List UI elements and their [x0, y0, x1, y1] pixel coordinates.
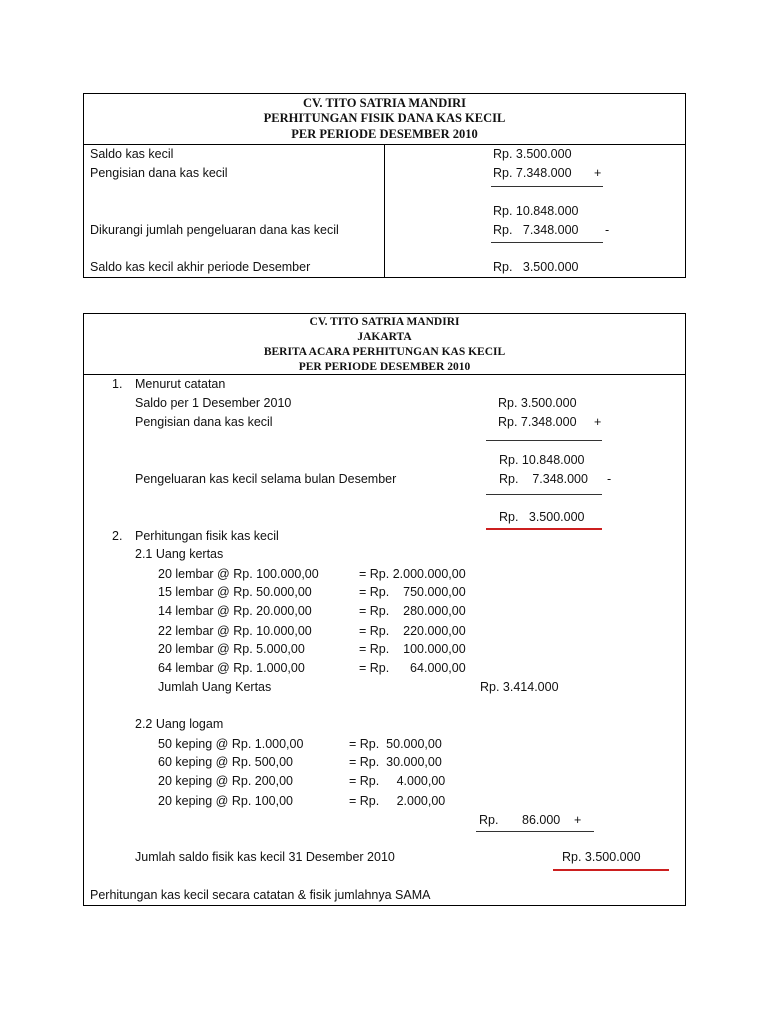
- paper-row-amount: = Rp. 100.000,00: [359, 642, 466, 656]
- coin-row-desc: 20 keping @ Rp. 200,00: [158, 774, 294, 788]
- coin-row-amount: = Rp. 2.000,00: [349, 794, 446, 808]
- table1-row-value: Rp. 10.848.000: [493, 204, 579, 218]
- section1-title: Menurut catatan: [135, 377, 226, 391]
- paper-row-amount: = Rp. 64.000,00: [359, 661, 466, 675]
- grand-total-label: Jumlah saldo fisik kas kecil 31 Desember 2010: [135, 850, 395, 864]
- paper-total-label: Jumlah Uang Kertas: [158, 680, 272, 694]
- section1-number: 1.: [112, 377, 123, 391]
- paper-row-desc: 22 lembar @ Rp. 10.000,00: [158, 624, 312, 638]
- table1-sum-line: [491, 186, 603, 187]
- paper-row-amount: = Rp. 220.000,00: [359, 624, 466, 638]
- paper-row-amount: = Rp. 2.000.000,00: [359, 567, 466, 581]
- coin-row-desc: 60 keping @ Rp. 500,00: [158, 755, 294, 769]
- conclusion-text: Perhitungan kas kecil secara catatan & fisik jumlahnya SAMA: [90, 888, 431, 902]
- coin-row-desc: 50 keping @ Rp. 1.000,00: [158, 737, 304, 751]
- table2-city: JAKARTA: [357, 331, 412, 343]
- section1-row-label: Pengisian dana kas kecil: [135, 415, 273, 429]
- table2-header-divider: [83, 374, 686, 375]
- table1-row-label: Saldo kas kecil akhir periode Desember: [90, 260, 311, 274]
- paper-row-amount: = Rp. 750.000,00: [359, 585, 466, 599]
- table1-row-label: Dikurangi jumlah pengeluaran dana kas kecil: [90, 223, 339, 237]
- section2-number: 2.: [112, 529, 123, 543]
- table2-period: PER PERIODE DESEMBER 2010: [298, 361, 471, 373]
- minus-sign: -: [607, 472, 612, 486]
- coins-total-value: 86.000: [522, 813, 561, 827]
- coins-title: 2.2 Uang logam: [135, 717, 224, 731]
- grand-total-value: Rp. 3.500.000: [562, 850, 641, 864]
- paper-row-desc: 20 lembar @ Rp. 5.000,00: [158, 642, 305, 656]
- minus-sign: -: [605, 223, 610, 237]
- coin-row-amount: = Rp. 50.000,00: [349, 737, 442, 751]
- paper-total-value: Rp. 3.414.000: [480, 680, 559, 694]
- coins-total-prefix: Rp.: [479, 813, 499, 827]
- table1-row-label: Saldo kas kecil: [90, 147, 174, 161]
- table1-column-divider: [384, 144, 385, 278]
- table1-row-value: Rp. 7.348.000: [493, 223, 579, 237]
- paper-row-desc: 20 lembar @ Rp. 100.000,00: [158, 567, 319, 581]
- plus-sign: +: [574, 813, 582, 827]
- table2-title: BERITA ACARA PERHITUNGAN KAS KECIL: [263, 346, 506, 358]
- coin-row-desc: 20 keping @ Rp. 100,00: [158, 794, 294, 808]
- paper-row-amount: = Rp. 280.000,00: [359, 604, 466, 618]
- section1-sum-line: [486, 440, 602, 441]
- section2-title: Perhitungan fisik kas kecil: [135, 529, 279, 543]
- section1-total-red-underline: [486, 528, 602, 530]
- table1-subtract-line: [491, 242, 603, 243]
- coins-sum-line: [476, 831, 594, 832]
- coin-row-amount: = Rp. 30.000,00: [349, 755, 442, 769]
- table1-row-label: Pengisian dana kas kecil: [90, 166, 228, 180]
- coin-row-amount: = Rp. 4.000,00: [349, 774, 446, 788]
- section1-subtract-line: [486, 494, 602, 495]
- section1-row-value: Rp. 7.348.000: [499, 472, 588, 486]
- section1-row-label: Pengeluaran kas kecil selama bulan Desember: [135, 472, 397, 486]
- table1-title: PERHITUNGAN FISIK DANA KAS KECIL: [263, 111, 506, 125]
- table1-row-value: Rp. 3.500.000: [493, 147, 572, 161]
- paper-row-desc: 15 lembar @ Rp. 50.000,00: [158, 585, 312, 599]
- section1-row-value: Rp. 7.348.000: [498, 415, 577, 429]
- plus-sign: +: [594, 415, 602, 429]
- table2-company: CV. TITO SATRIA MANDIRI: [309, 316, 460, 328]
- table1-company: CV. TITO SATRIA MANDIRI: [302, 96, 466, 110]
- section1-row-value: Rp. 10.848.000: [499, 453, 585, 467]
- section1-total-value: Rp. 3.500.000: [499, 510, 585, 524]
- table1-row-value: Rp. 3.500.000: [493, 260, 579, 274]
- table1-period: PER PERIODE DESEMBER 2010: [291, 127, 478, 141]
- section1-row-value: Rp. 3.500.000: [498, 396, 577, 410]
- table1-row-value: Rp. 7.348.000: [493, 166, 572, 180]
- paper-row-desc: 64 lembar @ Rp. 1.000,00: [158, 661, 305, 675]
- section1-row-label: Saldo per 1 Desember 2010: [135, 396, 292, 410]
- paper-money-title: 2.1 Uang kertas: [135, 547, 224, 561]
- grand-total-red-underline: [553, 869, 669, 871]
- paper-row-desc: 14 lembar @ Rp. 20.000,00: [158, 604, 312, 618]
- plus-sign: +: [594, 166, 602, 180]
